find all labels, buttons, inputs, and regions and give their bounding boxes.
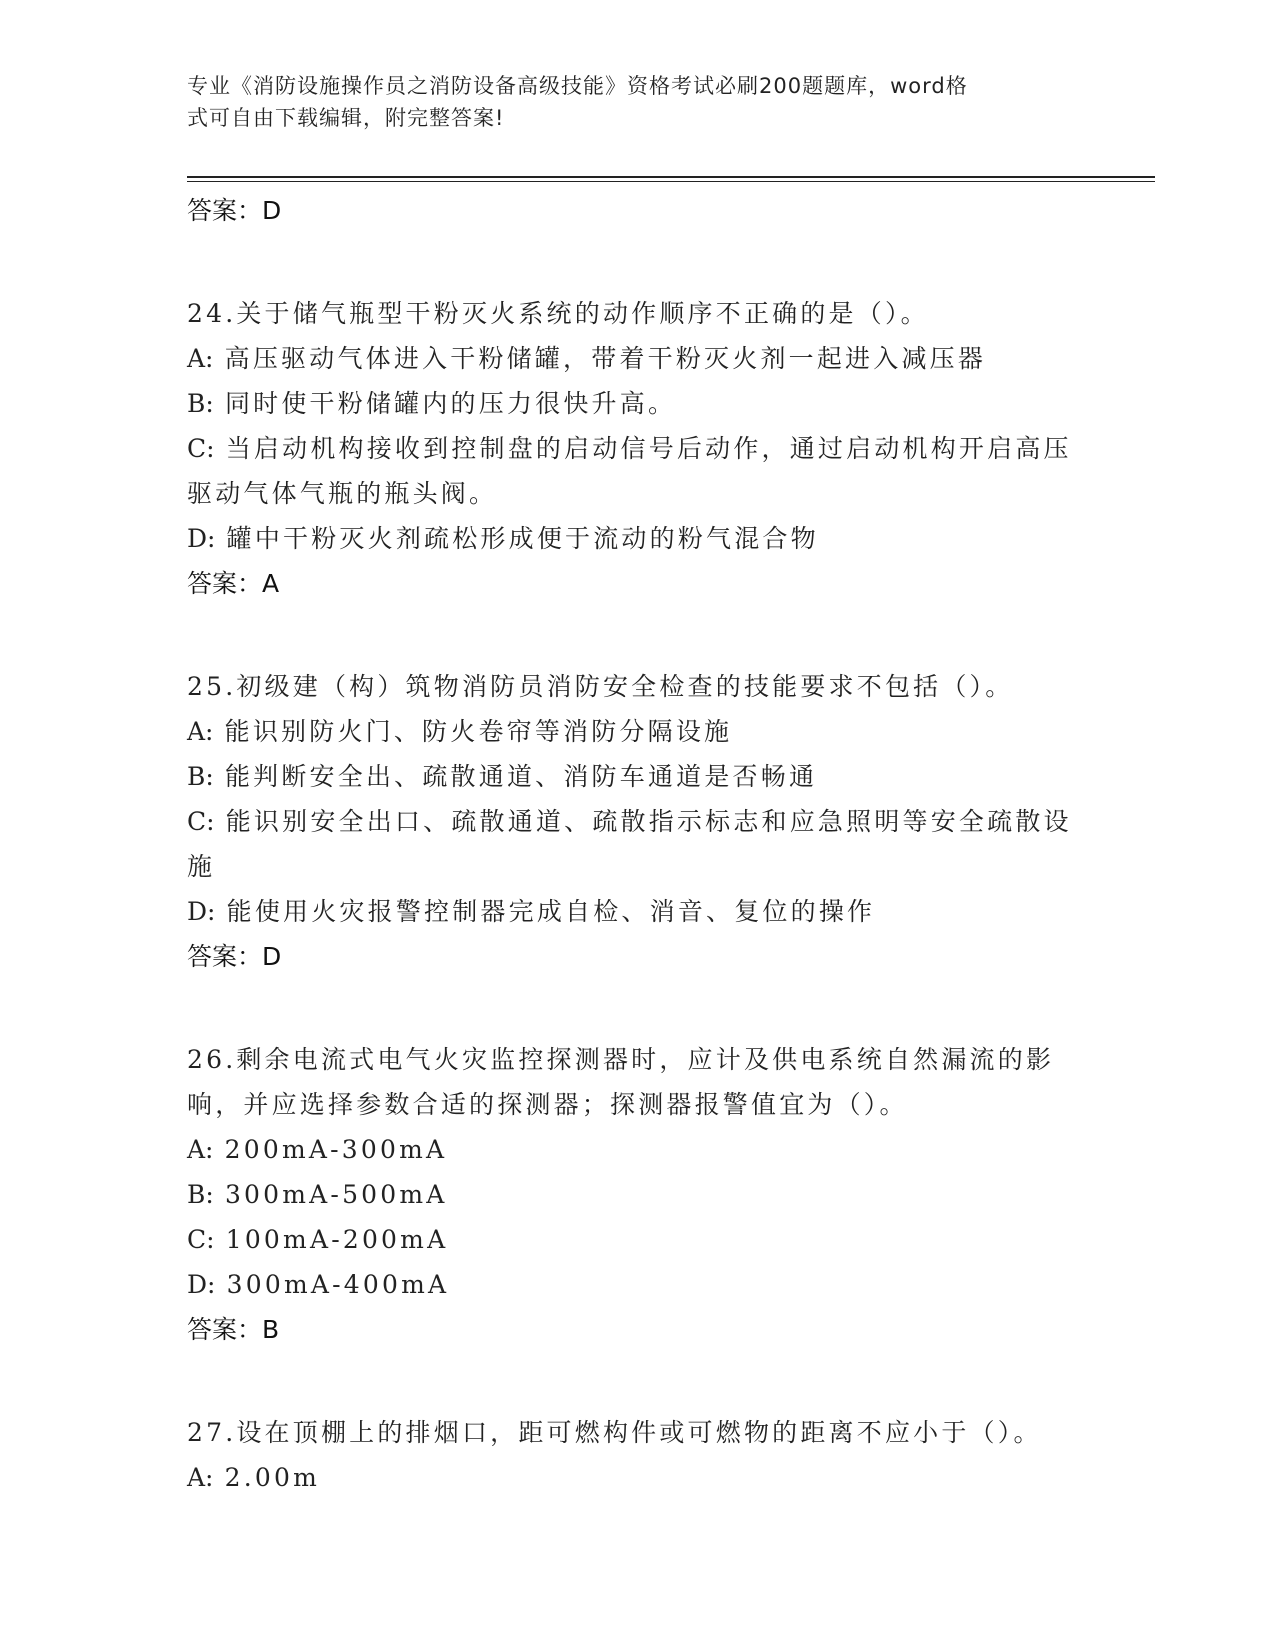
option-d [187,889,1087,934]
option-b [187,1172,1087,1217]
answer-23: 答案：D [187,196,282,225]
option-text: 200mA-300mA [224,1135,448,1164]
option-d [187,1262,1087,1307]
option-text: 能使用火灾报警控制器完成自检、消音、复位的操作 [226,897,876,926]
option-a [187,1455,1087,1500]
option-label: C: [187,1225,215,1254]
header-line-2: 式可自由下载编辑，附完整答案! [187,106,505,130]
option-label: B: [187,762,214,791]
header-rule-thin [187,181,1155,182]
answer: 答案：A [187,569,280,598]
option-text: 能判断安全出、疏散通道、消防车通道是否畅通 [224,762,818,791]
option-label: A: [187,1135,214,1164]
option-c [187,1217,1087,1262]
option-text: 罐中干粉灭火剂疏松形成便于流动的粉气混合物 [226,524,819,553]
header-rule-thick [187,176,1155,178]
option-label: D: [187,1270,216,1299]
option-label: D: [187,524,216,553]
question-26 [187,1037,1087,1352]
option-b [187,754,1087,799]
option-label: C: [187,434,215,463]
option-text: 能识别安全出口、疏散通道、疏散指示标志和应急照明等安全疏散设施 [187,807,1072,881]
option-a [187,709,1087,754]
question-stem: 26.剩余电流式电气火灾监控探测器时，应计及供电系统自然漏流的影响，并应选择参数合适的探测器；探测器报警值宜为（）。 [187,1045,1055,1119]
question-stem: 25.初级建（构）筑物消防员消防安全检查的技能要求不包括（）。 [187,672,1014,701]
option-c [187,426,1087,516]
option-label: D: [187,897,216,926]
option-text: 100mA-200mA [225,1225,449,1254]
option-label: B: [187,389,214,418]
answer: 答案：B [187,1315,280,1344]
option-a [187,1127,1087,1172]
option-text: 300mA-400mA [226,1270,450,1299]
answer: 答案：D [187,942,282,971]
option-label: A: [187,1463,214,1492]
question-24 [187,291,1087,606]
question-list [187,188,1087,1500]
option-d [187,516,1087,561]
question-stem: 24.关于储气瓶型干粉灭火系统的动作顺序不正确的是（）。 [187,299,929,328]
option-label: C: [187,807,215,836]
option-text: 同时使干粉储罐内的压力很快升高。 [224,389,677,418]
option-a [187,336,1087,381]
question-25 [187,664,1087,979]
option-c [187,799,1087,889]
option-text: 2.00m [224,1463,321,1492]
option-text: 能识别防火门、防火卷帘等消防分隔设施 [224,717,733,746]
option-label: A: [187,717,214,746]
question-stem: 27.设在顶棚上的排烟口，距可燃构件或可燃物的距离不应小于（）。 [187,1418,1042,1447]
option-label: A: [187,344,214,373]
document-header [187,70,1067,134]
option-text: 高压驱动气体进入干粉储罐，带着干粉灭火剂一起进入减压器 [224,344,987,373]
option-label: B: [187,1180,214,1209]
header-line-1: 专业《消防设施操作员之消防设备高级技能》资格考试必刷200题题库，word格 [187,74,968,98]
option-b [187,381,1087,426]
option-text: 当启动机构接收到控制盘的启动信号后动作，通过启动机构开启高压驱动气体气瓶的瓶头阀。 [187,434,1072,508]
question-27 [187,1410,1087,1500]
option-text: 300mA-500mA [224,1180,448,1209]
